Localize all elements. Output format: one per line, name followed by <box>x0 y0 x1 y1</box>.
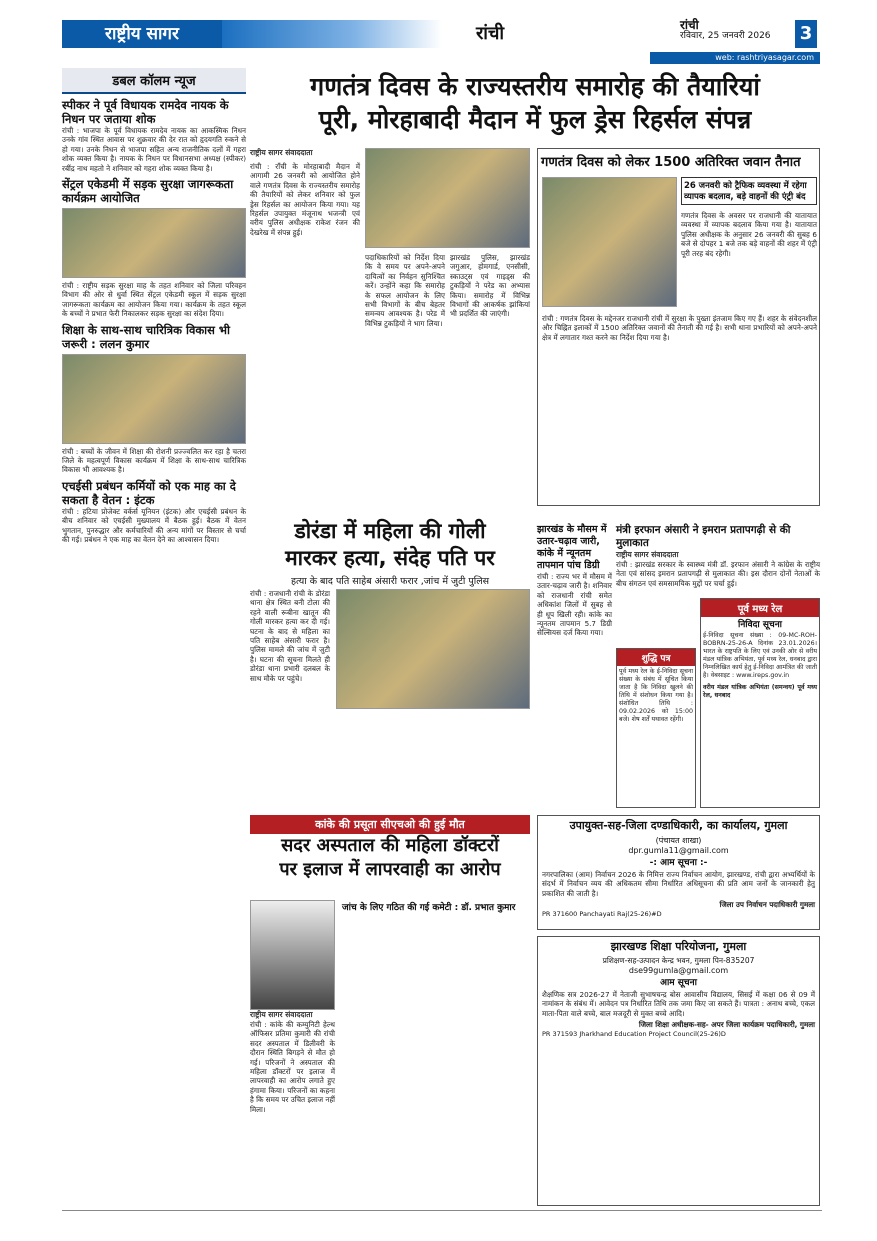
website[interactable]: web: rashtriyasagar.com <box>650 52 820 64</box>
gumla-notice <box>537 815 820 930</box>
lead-text-2: पदाधिकारियों को निर्देश दिया कि वे समय पर अपने-अपने दायित्वों का निर्वहन सुनिश्चित करें। उन्होंने कहा कि समारोह के सफल आयोजन के लिए सभी विभागों के बीच बेहतर समन्वय आवश्यक है। परेड में विभिन्न टुकड़ियों ने भाग लिया। <box>365 253 445 328</box>
edition-info <box>680 20 800 42</box>
notice-signatory: जिला शिक्षा अधीक्षक-सह- अपर जिला कार्यक्रम पदाधिकारी, गुमला <box>638 1020 815 1030</box>
story-text: रांची : हटिया प्रोजेक्ट वर्कर्स यूनियन (इंटक) और एचईसी प्रबंधन के बीच शनिवार को एचईसी मुख्यालय में बैठक हुई। बैठक में वेतन भुगतान, पुनरुद्धार और कर्मचारियों की अन्य मांगों पर विस्तार से चर्चा की गई। प्रबंधन ने एक माह का वेतन देने का आश्वासन दिया। <box>62 506 246 545</box>
notice-pr: PR 371593 Jharkhand Education Project Council(25-26)D <box>542 1029 726 1038</box>
story-headline: सेंट्रल एकेडमी में सड़क सुरक्षा जागरूकता कार्यक्रम आयोजित <box>62 177 234 206</box>
story-text: रांची : भाजपा के पूर्व विधायक रामदेव नायक का आकस्मिक निधन उनके गांव स्थित आवास पर शुक्रवार की देर रात को हृदयगति रुकने से हो गया। उनके निधन से भाजपा सहित अन्य राजनीतिक दलों में गहरा शोक व्यक्त किया है। नायक के निधन पर विधानसभा अध्यक्ष (स्पीकर) रबींद्र नाथ महतो ने शनिवार को गहरा शोक व्यक्त किया है। <box>62 126 246 173</box>
security-text: रांची : गणतंत्र दिवस के मद्देनजर राजधानी रांची में सुरक्षा के पुख्ता इंतजाम किए गए हैं। शहर के संवेदनशील और चिह्नित इलाकों में 1500 अतिरिक्त जवानों की तैनाती की गई है। सभी थाना प्रभारियों को अपने-अपने क्षेत्र में लगातार गश्त करने का निर्देश दिया गया है। <box>542 314 817 342</box>
lead-story <box>250 70 820 136</box>
byline: राष्ट्रीय सागर संवाददाता <box>616 550 679 559</box>
notice-office: उपायुक्त-सह-जिला दण्डाधिकारी, का कार्यालय, गुमला <box>569 819 788 832</box>
murder-headline-1: डोरंडा में महिला की गोली <box>294 519 486 543</box>
doctor-body <box>250 900 530 1210</box>
notice-text: नगरपालिका (आम) निर्वाचन 2026 के निमित्त राज्य निर्वाचन आयोग, झारखण्ड, रांची द्वारा अभ्यर्थियों के संदर्भ में निर्वाचन व्यय की अधिकतम सीमा निर्धारित अधिसूचना की प्रति आम जनों के जानकारी हेतु प्रकाशित की जाती है। <box>542 870 815 898</box>
story-headline: स्पीकर ने पूर्व विधायक रामदेव नायक के निधन पर जताया शोक <box>62 98 229 126</box>
notice-address: प्रशिक्षण-सह-उत्पादन केन्द्र भवन, गुमला पिन-835207 <box>602 956 755 965</box>
edition-city: रांची <box>475 23 505 44</box>
corrigendum-title: शुद्धि पत्र <box>617 649 695 666</box>
notice-branch: (पंचायत शाखा) <box>655 836 702 845</box>
notice-email[interactable]: dpr.gumla11@gmail.com <box>628 846 729 855</box>
lead-headline-2: पूरी, मोरहाबादी मैदान में फुल ड्रेस रिहर्सल संपन्न <box>318 105 752 134</box>
traffic-text: गणतंत्र दिवस के अवसर पर राजधानी की यातायात व्यवस्था में व्यापक बदलाव किया गया है। यातायात पुलिस अधीक्षक के अनुसार 26 जनवरी की सुबह 6 बजे से दोपहर 1 बजे तक बड़े वाहनों की शहर में एंट्री पूरी तरह बंद रहेगी। <box>681 211 817 258</box>
doctor-kicker: कांके की प्रसूता सीएचओ की हुई मौत <box>250 815 530 834</box>
story-text: रांची : बच्चों के जीवन में शिक्षा की रोशनी प्रज्ज्वलित कर रहा है चतरा जिले के महत्वपूर्ण विकास कार्यक्रम में शिक्षा के साथ-साथ चारित्रिक विकास भी आवश्यक है। <box>62 446 246 475</box>
corrigendum-text: पूर्व मध्य रेल के ई-निविदा सूचना संख्या के संबंध में सूचित किया जाता है कि निविदा खुलने की तिथि में संशोधन किया गया है। संशोधित तिथि : 09.02.2026 को 15:00 बजे। शेष शर्तें यथावत रहेंगी। <box>619 668 693 723</box>
story-text: रांची : राष्ट्रीय सड़क सुरक्षा माह के तहत शनिवार को जिला परिवहन विभाग की ओर से धुर्वा स्थित सेंट्रल एकेडमी स्कूल में सड़क सुरक्षा जागरूकता कार्यक्रम का आयोजन किया गया। कार्यक्रम के तहत स्कूल के बच्चों ने प्रभात फेरी निकालकर सड़क सुरक्षा का संदेश दिया। <box>62 281 246 319</box>
minister-text: रांची : झारखंड सरकार के स्वास्थ्य मंत्री डॉ. इरफान अंसारी ने कांग्रेस के राष्ट्रीय नेता एवं सांसद इमरान प्रतापगढ़ी से मुलाकात की। इस दौरान दोनों नेताओं के बीच संगठन एवं समसामयिक मुद्दों पर चर्चा हुई। <box>616 560 820 588</box>
portrait-photo <box>250 900 335 1010</box>
left-column <box>62 68 246 1218</box>
tender-signatory: वरीय मंडल यांत्रिक अभियंता (समन्वय) पूर्व मध्य रेल, धनबाद <box>703 684 817 699</box>
lead-headline-1: गणतंत्र दिवस के राज्यस्तरीय समारोह की तैयारियां <box>310 72 760 101</box>
minister-story <box>616 520 820 588</box>
byline: राष्ट्रीय सागर संवाददाता <box>250 1010 313 1019</box>
corrigendum <box>616 648 696 808</box>
lead-text-3: झारखंड पुलिस, झारखंड जगुआर, होमगार्ड, एनसीसी, स्काउट्स एवं गाइड्स की टुकड़ियों ने परेड का अभ्यास किया। समारोह में विभिन्न विभागों की आकर्षक झांकियां भी प्रदर्शित की जाएंगी। <box>450 253 530 319</box>
notice-title: आम सूचना <box>660 978 697 988</box>
byline: राष्ट्रीय सागर संवाददाता <box>250 148 313 157</box>
notice-email[interactable]: dse99gumla@gmail.com <box>628 966 729 975</box>
lead-body <box>250 148 530 508</box>
murder-text: रांची : राजधानी रांची के डोरंडा थाना क्षेत्र स्थित बनी टोला की रहने वाली रूबीना खातून की गोली मारकर हत्या कर दी गई। घटना के बाद से महिला का पति साहेब अंसारी फरार है। पुलिस मामले की जांच में जुटी है। घटना की सूचना मिलते ही डोरंडा थाना प्रभारी दलबल के साथ मौके पर पहुंचे। <box>250 589 330 683</box>
crime-scene-photo <box>336 589 530 709</box>
weather-story <box>537 520 612 638</box>
notice-title: -: आम सूचना :- <box>649 858 708 868</box>
security-photo <box>542 177 677 307</box>
children-photo <box>62 354 246 444</box>
parade-photo <box>365 148 530 248</box>
murder-subhead: हत्या के बाद पति साहेब अंसारी फरार ,जांच में जुटी पुलिस <box>290 576 490 587</box>
tender-text: ई-निविदा सूचना संख्या : 09-MC-ROH-BOBRN-25-26-A दिनांक 23.01.2026। भारत के राष्ट्रपति के लिए एवं उनकी ओर से वरीय मंडल यांत्रिक अभियंता, पूर्व मध्य रेल, धनबाद द्वारा निम्नलिखित कार्य हेतु ई-निविदा आमंत्रित की जाती है। वेबसाइट : www.ireps.gov.in <box>703 632 817 679</box>
security-story <box>537 148 820 506</box>
murder-story <box>250 518 530 709</box>
event-photo <box>62 208 246 278</box>
doctor-story <box>250 815 530 882</box>
story-headline: शिक्षा के साथ-साथ चारित्रिक विकास भी जरूरी : ललन कुमार <box>62 322 230 351</box>
doctor-text: रांची : कांके की कम्युनिटी हेल्थ ऑफिसर प्रतिमा कुमारी की रांची सदर अस्पताल में डिलीवरी के दौरान स्थिति बिगड़ने से मौत हो गई। परिजनों ने अस्पताल की महिला डॉक्टरों पर इलाज में लापरवाही का आरोप लगाते हुए हंगामा किया। परिजनों का कहना है कि समय पर उचित इलाज नहीं मिला। <box>250 1020 335 1114</box>
doctor-headline-2: पर इलाज में लापरवाही का आरोप <box>279 859 501 880</box>
notice-signatory: जिला उप निर्वाचन पदाधिकारी गुमला <box>719 900 815 910</box>
murder-headline-2: मारकर हत्या, संदेह पति पर <box>285 546 495 570</box>
notice-pr: PR 371600 Panchayati Raj(25-26)#D <box>542 909 662 918</box>
masthead-decoration <box>222 20 442 48</box>
weather-headline: झारखंड के मौसम में उतार-चढ़ाव जारी, कांके में न्यूनतम तापमान पांच डिग्री <box>537 524 607 571</box>
story-headline: एचईसी प्रबंधन कर्मियों को एक माह का दे सकता है वेतन : इंटक <box>62 478 236 507</box>
page-footer <box>62 1210 822 1224</box>
notice-office: झारखण्ड शिक्षा परियोजना, गुमला <box>610 940 747 953</box>
railway-tender <box>700 598 820 808</box>
weather-text: रांची : राज्य भर में मौसम में उतार-चढ़ाव जारी है। शनिवार को राजधानी रांची समेत अधिकांश जिलों में सुबह से ही धूप खिली रही। कांके का न्यूनतम तापमान 5.7 डिग्री सेल्सियस दर्ज किया गया। <box>537 572 612 638</box>
edition-city-right: रांची <box>680 18 699 32</box>
edition-date: रविवार, 25 जनवरी 2026 <box>680 31 771 41</box>
page-number: 3 <box>795 20 817 48</box>
railway-title: पूर्व मध्य रेल <box>701 599 819 617</box>
committee-subhead: जांच के लिए गठित की गई कमेटी : डॉ. प्रभात कुमार <box>342 903 516 913</box>
minister-headline: मंत्री इरफान अंसारी ने इमरान प्रतापगढ़ी से की मुलाकात <box>616 524 791 549</box>
section-title: डबल कॉलम न्यूज <box>62 68 246 94</box>
security-headline: गणतंत्र दिवस को लेकर 1500 अतिरिक्त जवान तैनात <box>541 155 801 170</box>
paper-name: राष्ट्रीय सागर <box>62 20 222 48</box>
education-notice <box>537 936 820 1206</box>
doctor-headline-1: सदर अस्पताल की महिला डॉक्टरों <box>281 835 499 856</box>
notice-text: शैक्षणिक सत्र 2026-27 में नेताजी सुभाषचन्द्र बोस आवासीय विद्यालय, सिसई में कक्षा 06 से 09 में नामांकन के संबंध में। आवेदन पत्र निर्धारित तिथि तक जमा किए जा सकते हैं। पात्रता : अनाथ बच्चे, एकल माता-पिता वाले बच्चे, बाल मजदूरी से मुक्त बच्चे आदि। <box>542 990 815 1018</box>
tender-subtitle: निविदा सूचना <box>737 620 783 630</box>
lead-text: रांची : राँची के मोरहाबादी मैदान में आगामी 26 जनवरी को आयोजित होने वाले गणतंत्र दिवस के राज्यस्तरीय समारोह की तैयारियों को लेकर शनिवार को फुल ड्रेस रिहर्सल का आयोजन किया गया। यह रिहर्सल उपायुक्त मंजूनाथ भजन्त्री एवं वरीय पुलिस अधीक्षक राकेश रंजन की देखरेख में संपन्न हुई। <box>250 162 360 237</box>
traffic-subhead: 26 जनवरी को ट्रैफिक व्यवस्था में रहेगा व्यापक बदलाव, बड़े वाहनों की एंट्री बंद <box>681 177 817 205</box>
